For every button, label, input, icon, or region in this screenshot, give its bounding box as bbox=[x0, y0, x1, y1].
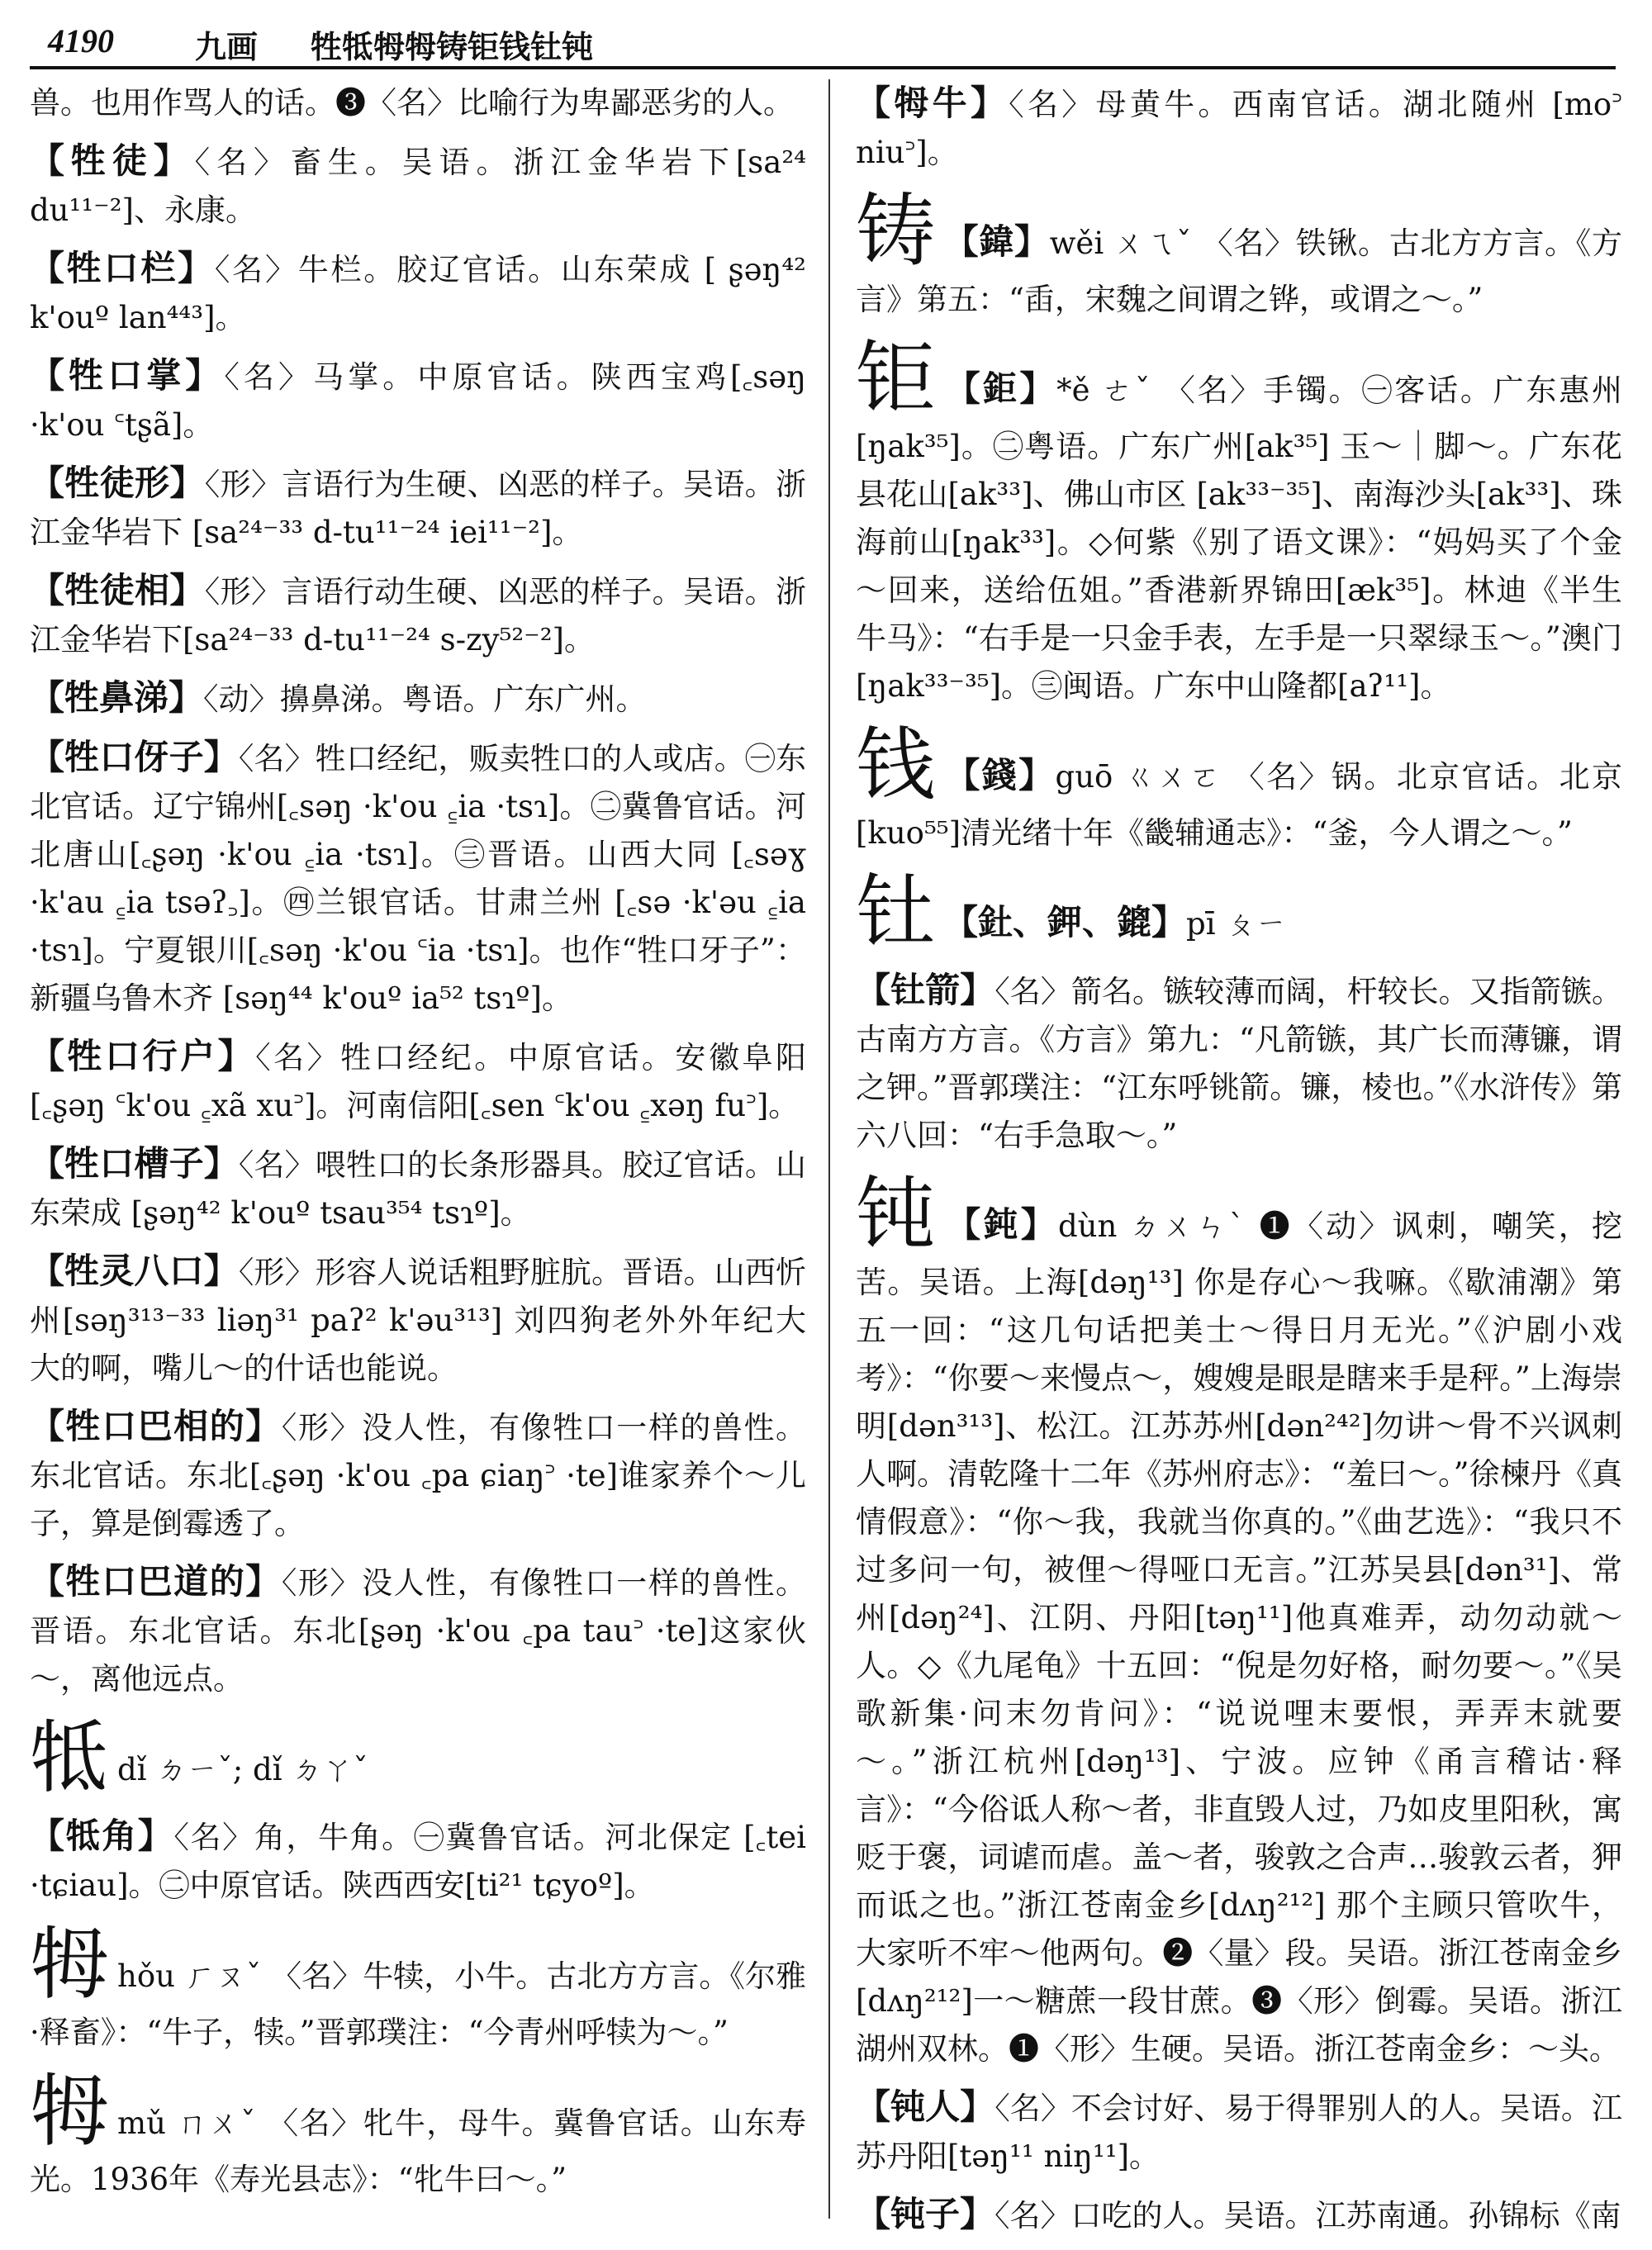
entry-text: dùn ㄉㄨㄣˋ ❶〈动〉讽刺，嘲笑，挖苦。吴语。上海[dəŋ¹³] 你是存心～我嘛。《歇浦潮》第五一回：“这几句话把美士～得日月无光。”《沪剧小戏考》：“你要～来慢点～，嫂嫂是眼是瞎来手是秤。”上海崇明[dən³¹³]、松江。江苏苏州[dən²⁴²]勿讲～骨不兴讽刺人啊。清乾隆十二年《苏州府志》：“羞曰～。”徐楝丹《真情假意》：“你～我，我就当你真的。”《曲艺选》：“我只不过多问一句，被俚～得哑口无言。”江苏吴县[dən³¹]、常州[dəŋ²⁴]、江阴、丹阳[təŋ¹¹]他真难弄，动勿动就～人。◇《九尾龟》十五回：“倪是勿好格，耐勿要～。”《吴歌新集·问末勿肯问》：“说说哩末要恨，弄弄末就要～。”浙江杭州[dəŋ¹³]、宁波。应钟《甬言稽诂·释言》：“今俗诋人称～者，非直毁人过，乃如皮里阳秋，寓贬于褒，词谑而虐。盖～者，骏敦之合声…骏敦云者，狎而诋之也。”浙江苍南金乡[dʌŋ²¹²] 那个主顾只管吹牛，大家听不牢～他两句。❷〈量〉段。吴语。浙江苍南金乡[dʌŋ²¹²]一～糖蔗一段甘蔗。❸〈形〉倒霉。吴语。浙江湖州双林。❶〈形〉生硬。吴语。浙江苍南金乡：～头。 bbox=[856, 1208, 1622, 2067]
entry-headword: 【牲徒】 bbox=[30, 140, 195, 181]
header-characters: 牲牴牳牳铸钜钱钍钝 bbox=[311, 28, 594, 65]
entry-headword: 【牲徒相】 bbox=[30, 570, 205, 610]
entry-headword: 【牲口伢子】 bbox=[30, 737, 239, 777]
dictionary-entry bbox=[856, 2083, 1622, 2181]
entry-text: 〈形〉言语行为生硬、凶恶的样子。吴语。浙江金华岩下 [sa²⁴⁻³³ d-tu¹¹⁻²⁴ iei¹¹⁻²]。 bbox=[30, 467, 806, 550]
character-headword: 牳 bbox=[30, 1918, 109, 2010]
entry-text: 兽。也用作骂人的话。❸〈名〉比喻行为卑鄙恶劣的人。 bbox=[30, 85, 794, 121]
entry-headword: 【钝子】 bbox=[856, 2194, 995, 2234]
column-divider bbox=[828, 79, 830, 2219]
section-label: 九画 bbox=[195, 28, 259, 65]
left-column bbox=[30, 79, 806, 2214]
traditional-form: 【錢】 bbox=[943, 755, 1056, 795]
entry-text: 〈名〉不会讨好、易于得罪别人的人。吴语。江苏丹阳[təŋ¹¹ niŋ¹¹]。 bbox=[856, 2091, 1622, 2174]
dictionary-entry bbox=[856, 79, 1622, 177]
entry-text: 〈名〉箭名。镞较薄而阔，杆较长。又指箭镞。古南方方言。《方言》第九：“凡箭镞，其广长而薄镰，谓之钾。”晋郭璞注：“江东呼铫箭。镰，棱也。”《水浒传》第六八回：“右手急取～。” bbox=[856, 974, 1622, 1153]
entry-text: 〈形〉形容人说话粗野脏肮。晋语。山西忻州[səŋ³¹³⁻³³ liəŋ³¹ paʔ² k'əu³¹³] 刘四狗老外外年纪大大的啊，嘴儿～的什话也能说。 bbox=[30, 1255, 806, 1386]
entry-text: pī ㄆㄧ bbox=[1186, 906, 1287, 942]
entry-headword: 【牲口栏】 bbox=[30, 248, 215, 288]
dictionary-entry bbox=[856, 867, 1622, 956]
right-column bbox=[856, 79, 1622, 2250]
dictionary-entry bbox=[30, 1558, 806, 1703]
entry-text: 〈形〉言语行动生硬、凶恶的样子。吴语。浙江金华岩下[sa²⁴⁻³³ d-tu¹¹⁻²⁴ s-zy⁵²⁻²]。 bbox=[30, 574, 806, 657]
entry-text: 〈名〉喂牲口的长条形器具。胶辽官话。山东荣成 [ʂəŋ⁴² k'ouº tsau³⁵⁴ tsɿº]。 bbox=[30, 1147, 806, 1231]
character-headword: 牴 bbox=[30, 1711, 109, 1804]
entry-text: 〈形〉没人性，有像牲口一样的兽性。东北官话。东北[꜀ʂəŋ ·k'ou ꜀pa ɕiaŋ꜄ ·te]谁家养个～儿子，算是倒霉透了。 bbox=[30, 1410, 806, 1541]
dictionary-entry bbox=[30, 1140, 806, 1237]
dictionary-entry bbox=[856, 187, 1622, 324]
entry-text: 〈名〉畜生。吴语。浙江金华岩下[sa²⁴ du¹¹⁻²]、永康。 bbox=[30, 145, 806, 228]
entry-headword: 【牲口巴相的】 bbox=[30, 1406, 282, 1446]
entry-text: 〈名〉马掌。中原官话。陕西宝鸡[꜀səŋ ·k'ou ꜂tʂã]。 bbox=[30, 359, 806, 443]
entry-text: *ě ㄜˇ 〈名〉手镯。㊀客话。广东惠州[ŋak³⁵]。㊁粤语。广东广州[ak³⁵] 玉～｜脚～。广东花县花山[ak³³]、佛山市区 [ak³³⁻³⁵]、南海沙头[ak³³]、珠海前山[ŋak³³]。◇何紫《别了语文课》：“妈妈买了个金～回来，送给伍姐。”香港新界锦田[æk³⁵]。林迪《半生牛马》：“右手是一只金手表，左手是一只翠绿玉～。”澳门[ŋak³³⁻³⁵]。㊂闽语。广东中山隆都[aʔ¹¹]。 bbox=[856, 373, 1622, 704]
entry-headword: 【钍箭】 bbox=[856, 970, 995, 1010]
page-number: 4190 bbox=[48, 22, 114, 59]
traditional-form: 【釷、鉀、鎞】 bbox=[943, 902, 1187, 942]
dictionary-entry bbox=[856, 1170, 1622, 2073]
entry-text: 〈形〉没人性，有像牲口一样的兽性。晋语。东北官话。东北[ʂəŋ ·k'ou ꜀pa tau꜄ ·te]这家伙～，离他远点。 bbox=[30, 1565, 806, 1697]
page-header bbox=[30, 12, 1616, 69]
traditional-form: 【鈍】 bbox=[943, 1204, 1058, 1245]
entry-headword: 【牴角】 bbox=[30, 1816, 174, 1856]
dictionary-entry bbox=[30, 2067, 806, 2204]
dictionary-entry bbox=[856, 334, 1622, 710]
dictionary-entry bbox=[30, 1247, 806, 1393]
dictionary-entry bbox=[30, 137, 806, 235]
dictionary-entry bbox=[30, 459, 806, 557]
dictionary-entry bbox=[856, 966, 1622, 1160]
character-headword: 钱 bbox=[856, 719, 935, 811]
dictionary-entry bbox=[30, 1920, 806, 2057]
dictionary-entry bbox=[30, 79, 806, 127]
character-headword: 钜 bbox=[856, 332, 935, 425]
entry-text: 〈动〉擤鼻涕。粤语。广东广州。 bbox=[203, 681, 647, 717]
dictionary-entry bbox=[856, 2191, 1622, 2240]
entry-headword: 【牲口巴道的】 bbox=[30, 1561, 282, 1602]
entry-text: 〈名〉牲口经纪。中原官话。安徽阜阳 [꜀ʂəŋ ꜂k'ou ꜁xã xu꜄]。河南信阳[꜀sen ꜂k'ou ꜁xəŋ fu꜄]。 bbox=[30, 1040, 806, 1123]
dictionary-entry bbox=[30, 1403, 806, 1548]
entry-headword: 【牲口掌】 bbox=[30, 355, 225, 396]
entry-text: dǐ ㄉㄧˇ; dǐ ㄉㄚˇ bbox=[117, 1752, 368, 1787]
entry-text: 〈名〉牛栏。胶辽官话。山东荣成 [ ʂəŋ⁴² k'ouº lan⁴⁴³]。 bbox=[30, 252, 806, 335]
entry-headword: 【牲鼻涕】 bbox=[30, 677, 204, 718]
dictionary-entry bbox=[30, 567, 806, 664]
traditional-form: 【鉅】 bbox=[943, 368, 1057, 409]
traditional-form: 【鍏】 bbox=[943, 221, 1050, 262]
dictionary-entry bbox=[30, 1032, 806, 1130]
entry-text: mǔ ㄇㄨˇ 〈名〉牝牛，母牛。冀鲁官话。山东寿光。1936年《寿光县志》：“牝牛曰～。” bbox=[30, 2105, 806, 2197]
entry-headword: 【牳牛】 bbox=[856, 83, 1009, 123]
entry-headword: 【牲口行户】 bbox=[30, 1036, 256, 1076]
entry-text: 〈名〉母黄牛。西南官话。湖北随州 [mo꜄ niu꜄]。 bbox=[856, 87, 1622, 170]
entry-text: 〈名〉口吃的人。吴语。江苏南通。孙锦标《南 bbox=[995, 2198, 1621, 2233]
entry-text: guō ㄍㄨㄛ 〈名〉锅。北京官话。北京[kuo⁵⁵]清光绪十年《畿辅通志》：“釜，今人谓之～。” bbox=[856, 759, 1622, 851]
entry-text: 〈名〉角，牛角。㊀冀鲁官话。河北保定 [꜀tei ·tɕiau]。㊁中原官话。陕西西安[ti²¹ tɕyoº]。 bbox=[30, 1820, 806, 1903]
entry-headword: 【牲徒形】 bbox=[30, 463, 205, 503]
dictionary-entry bbox=[30, 352, 806, 449]
dictionary-entry bbox=[30, 1812, 806, 1910]
character-headword: 钝 bbox=[856, 1168, 935, 1260]
entry-text: hǒu ㄏㄡˇ 〈名〉牛犊，小牛。古北方方言。《尔雅·释畜》：“牛子，犊。”晋郭璞注：“今青州呼犊为～。” bbox=[30, 1958, 806, 2050]
dictionary-entry bbox=[30, 1713, 806, 1802]
character-headword: 钍 bbox=[856, 866, 935, 958]
dictionary-entry bbox=[30, 244, 806, 342]
character-headword: 牳 bbox=[30, 2065, 109, 2157]
entry-headword: 【牲口槽子】 bbox=[30, 1143, 239, 1184]
entry-text: 〈名〉牲口经纪，贩卖牲口的人或店。㊀东北官话。辽宁锦州[꜀səŋ ·k'ou ꜁ia ·tsɿ]。㊁冀鲁官话。河北唐山[꜀ʂəŋ ·k'ou ꜁ia ·tsɿ]。㊂晋语。山西大同 [꜀səɣ ·k'au ꜁ia tsəʔ꜆]。㊃兰银官话。甘肃兰州 [꜀sə ·k'əu ꜁ia ·tsɿ]。宁夏银川[꜀səŋ ·k'ou ꜂ia ·tsɿ]。也作“牲口牙子”：新疆乌鲁木齐 [səŋ⁴⁴ k'ouº ia⁵² tsɿº]。 bbox=[30, 741, 806, 1016]
entry-headword: 【牲灵八口】 bbox=[30, 1251, 239, 1291]
dictionary-entry bbox=[30, 674, 806, 724]
dictionary-entry bbox=[30, 733, 806, 1023]
character-headword: 铸 bbox=[856, 185, 935, 278]
entry-headword: 【钝人】 bbox=[856, 2086, 995, 2127]
dictionary-entry bbox=[856, 720, 1622, 857]
entry-text: wěi ㄨㄟˇ 〈名〉铁锹。古北方方言。《方言》第五：“臿，宋魏之间谓之铧，或谓之～。” bbox=[856, 225, 1622, 317]
